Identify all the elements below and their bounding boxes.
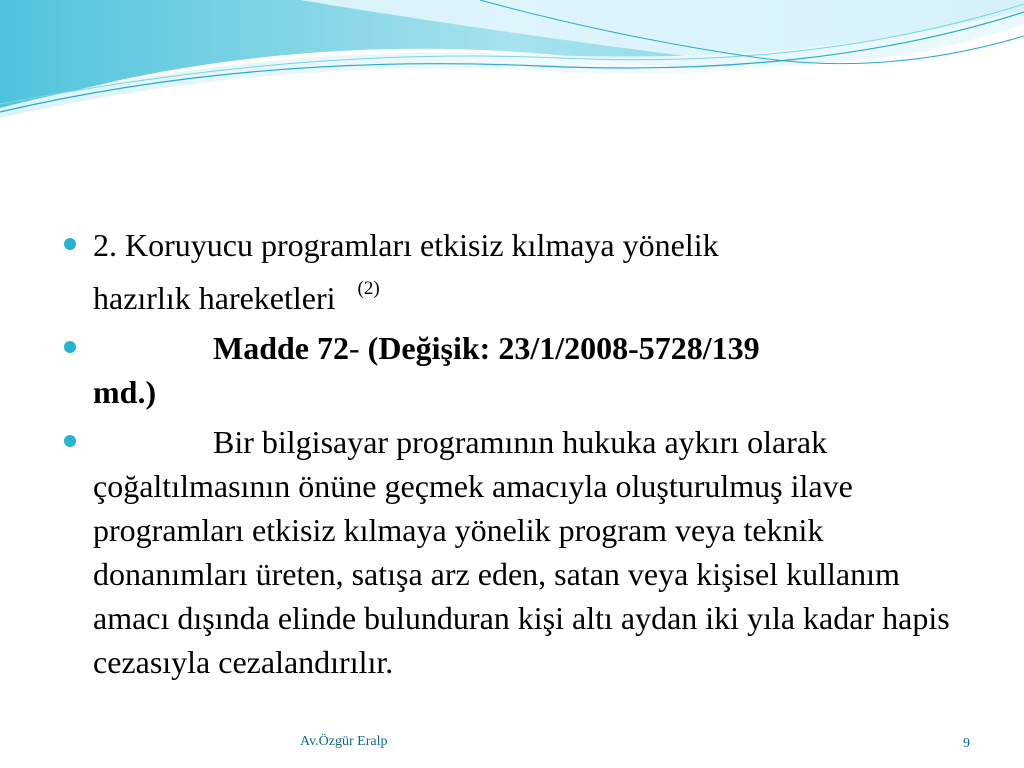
amendment-note: (Değişik: 23/1/2008-5728/139 (367, 330, 760, 366)
bullet-item (60, 223, 970, 320)
bullet-text: hazırlık hareketleri (93, 280, 336, 316)
page-number: 9 (963, 736, 970, 751)
amendment-note-end: md.) (93, 374, 157, 410)
article-text-first-line: Bir bilgisayar programının hukuka aykırı olarak (213, 424, 828, 460)
dash-separator: - (349, 330, 368, 366)
slide-content (60, 223, 970, 690)
header-wave-decoration (0, 0, 1024, 130)
bullet-dot-icon (64, 435, 76, 447)
footer-author: Av.Özgür Eralp (300, 734, 388, 749)
article-number: Madde 72 (213, 330, 349, 366)
article-text: çoğaltılmasının önüne geçmek amacıyla oluşturulmuş ilave programları etkisiz kılmaya yönelik program veya teknik donanımları üreten, satışa arz eden, satan veya kişisel kullanım amacı dışında elinde bulunduran kişi altı aydan iki yıla kadar hapis cezasıyla cezalandırılır. (93, 468, 950, 680)
footnote-reference: (2) (357, 278, 380, 299)
bullet-item (60, 326, 970, 414)
bullet-item (60, 420, 970, 684)
bullet-dot-icon (64, 341, 76, 353)
bullet-text: 2. Koruyucu programları etkisiz kılmaya yönelik (93, 227, 719, 263)
bullet-dot-icon (64, 238, 76, 250)
